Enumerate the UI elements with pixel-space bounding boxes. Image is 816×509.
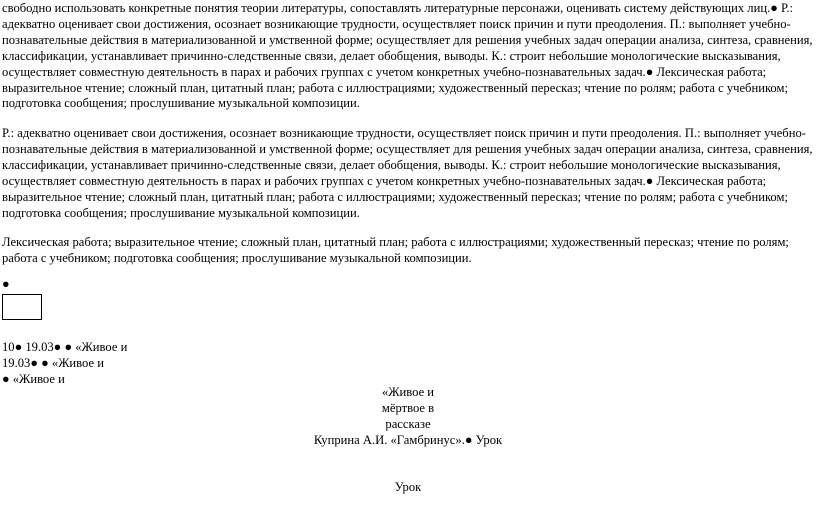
lesson-line: ● «Живое и bbox=[2, 371, 65, 386]
lesson-lines bbox=[2, 340, 127, 388]
paragraph-3: Лексическая работа; выразительное чтение; сложный план, цитатный план; работа с иллюстрациями; художественный пересказ; чтение по ролям; работа с учебником; подготовка сообщения; прослушивание музыкальной композиции. bbox=[2, 235, 789, 265]
lesson-label: Урок bbox=[394, 480, 422, 494]
title-line: мёртвое в bbox=[381, 400, 435, 415]
bullet-icon: ● bbox=[2, 277, 10, 291]
paragraph-1: свободно использовать конкретные понятия теории литературы, сопоставлять литературные персонажи, оценивать систему действующих лиц.● Р.: адекватно оценивает свои достижения, осознает возникающие трудности, осуществляет поиск причин и пути преодоления. П.: выполняет учебно-познавательные действия в материализованной и умственной форме; осуществляет для решения учебных задач операции анализа, синтеза, сравнения, классификации, устанавливает причинно-следственные связи, делает обобщения, выводы. К.: строит небольшие монологические высказывания, осуществляет совместную деятельность в парах и рабочих группах с учетом конкретных учебно-познавательных задач.● Лексическая работа; выразительное чтение; сложный план, цитатный план; работа с иллюстрациями; художественный пересказ; чтение по ролям; работа с учебником; подготовка сообщения; прослушивание музыкальной композиции. bbox=[2, 1, 813, 111]
title-line: рассказе bbox=[385, 416, 431, 431]
paragraph-2: Р.: адекватно оценивает свои достижения, осознает возникающие трудности, осуществляет поиск причин и пути преодоления. П.: выполняет учебно-познавательные действия в материализованной и умственной форме; осуществляет для решения учебных задач операции анализа, синтеза, сравнения, классификации, устанавливает причинно-следственные связи, делает обобщения, выводы. К.: строит небольшие монологические высказывания, осуществляет совместную деятельность в парах и рабочих группах с учетом конкретных учебно-познавательных задач.● Лексическая работа; выразительное чтение; сложный план, цитатный план; работа с иллюстрациями; художественный пересказ; чтение по ролям; работа с учебником; подготовка сообщения; прослушивание музыкальной композиции. bbox=[2, 126, 813, 220]
title-line: «Живое и bbox=[381, 385, 435, 399]
title-line: Куприна А.И. «Гамбринус».● Урок bbox=[313, 432, 503, 447]
lesson-line: 10● 19.03● ● «Живое и bbox=[2, 340, 128, 354]
lesson-line: 19.03● ● «Живое и bbox=[2, 355, 104, 370]
empty-box bbox=[2, 294, 42, 320]
lesson-title-block bbox=[0, 385, 816, 449]
